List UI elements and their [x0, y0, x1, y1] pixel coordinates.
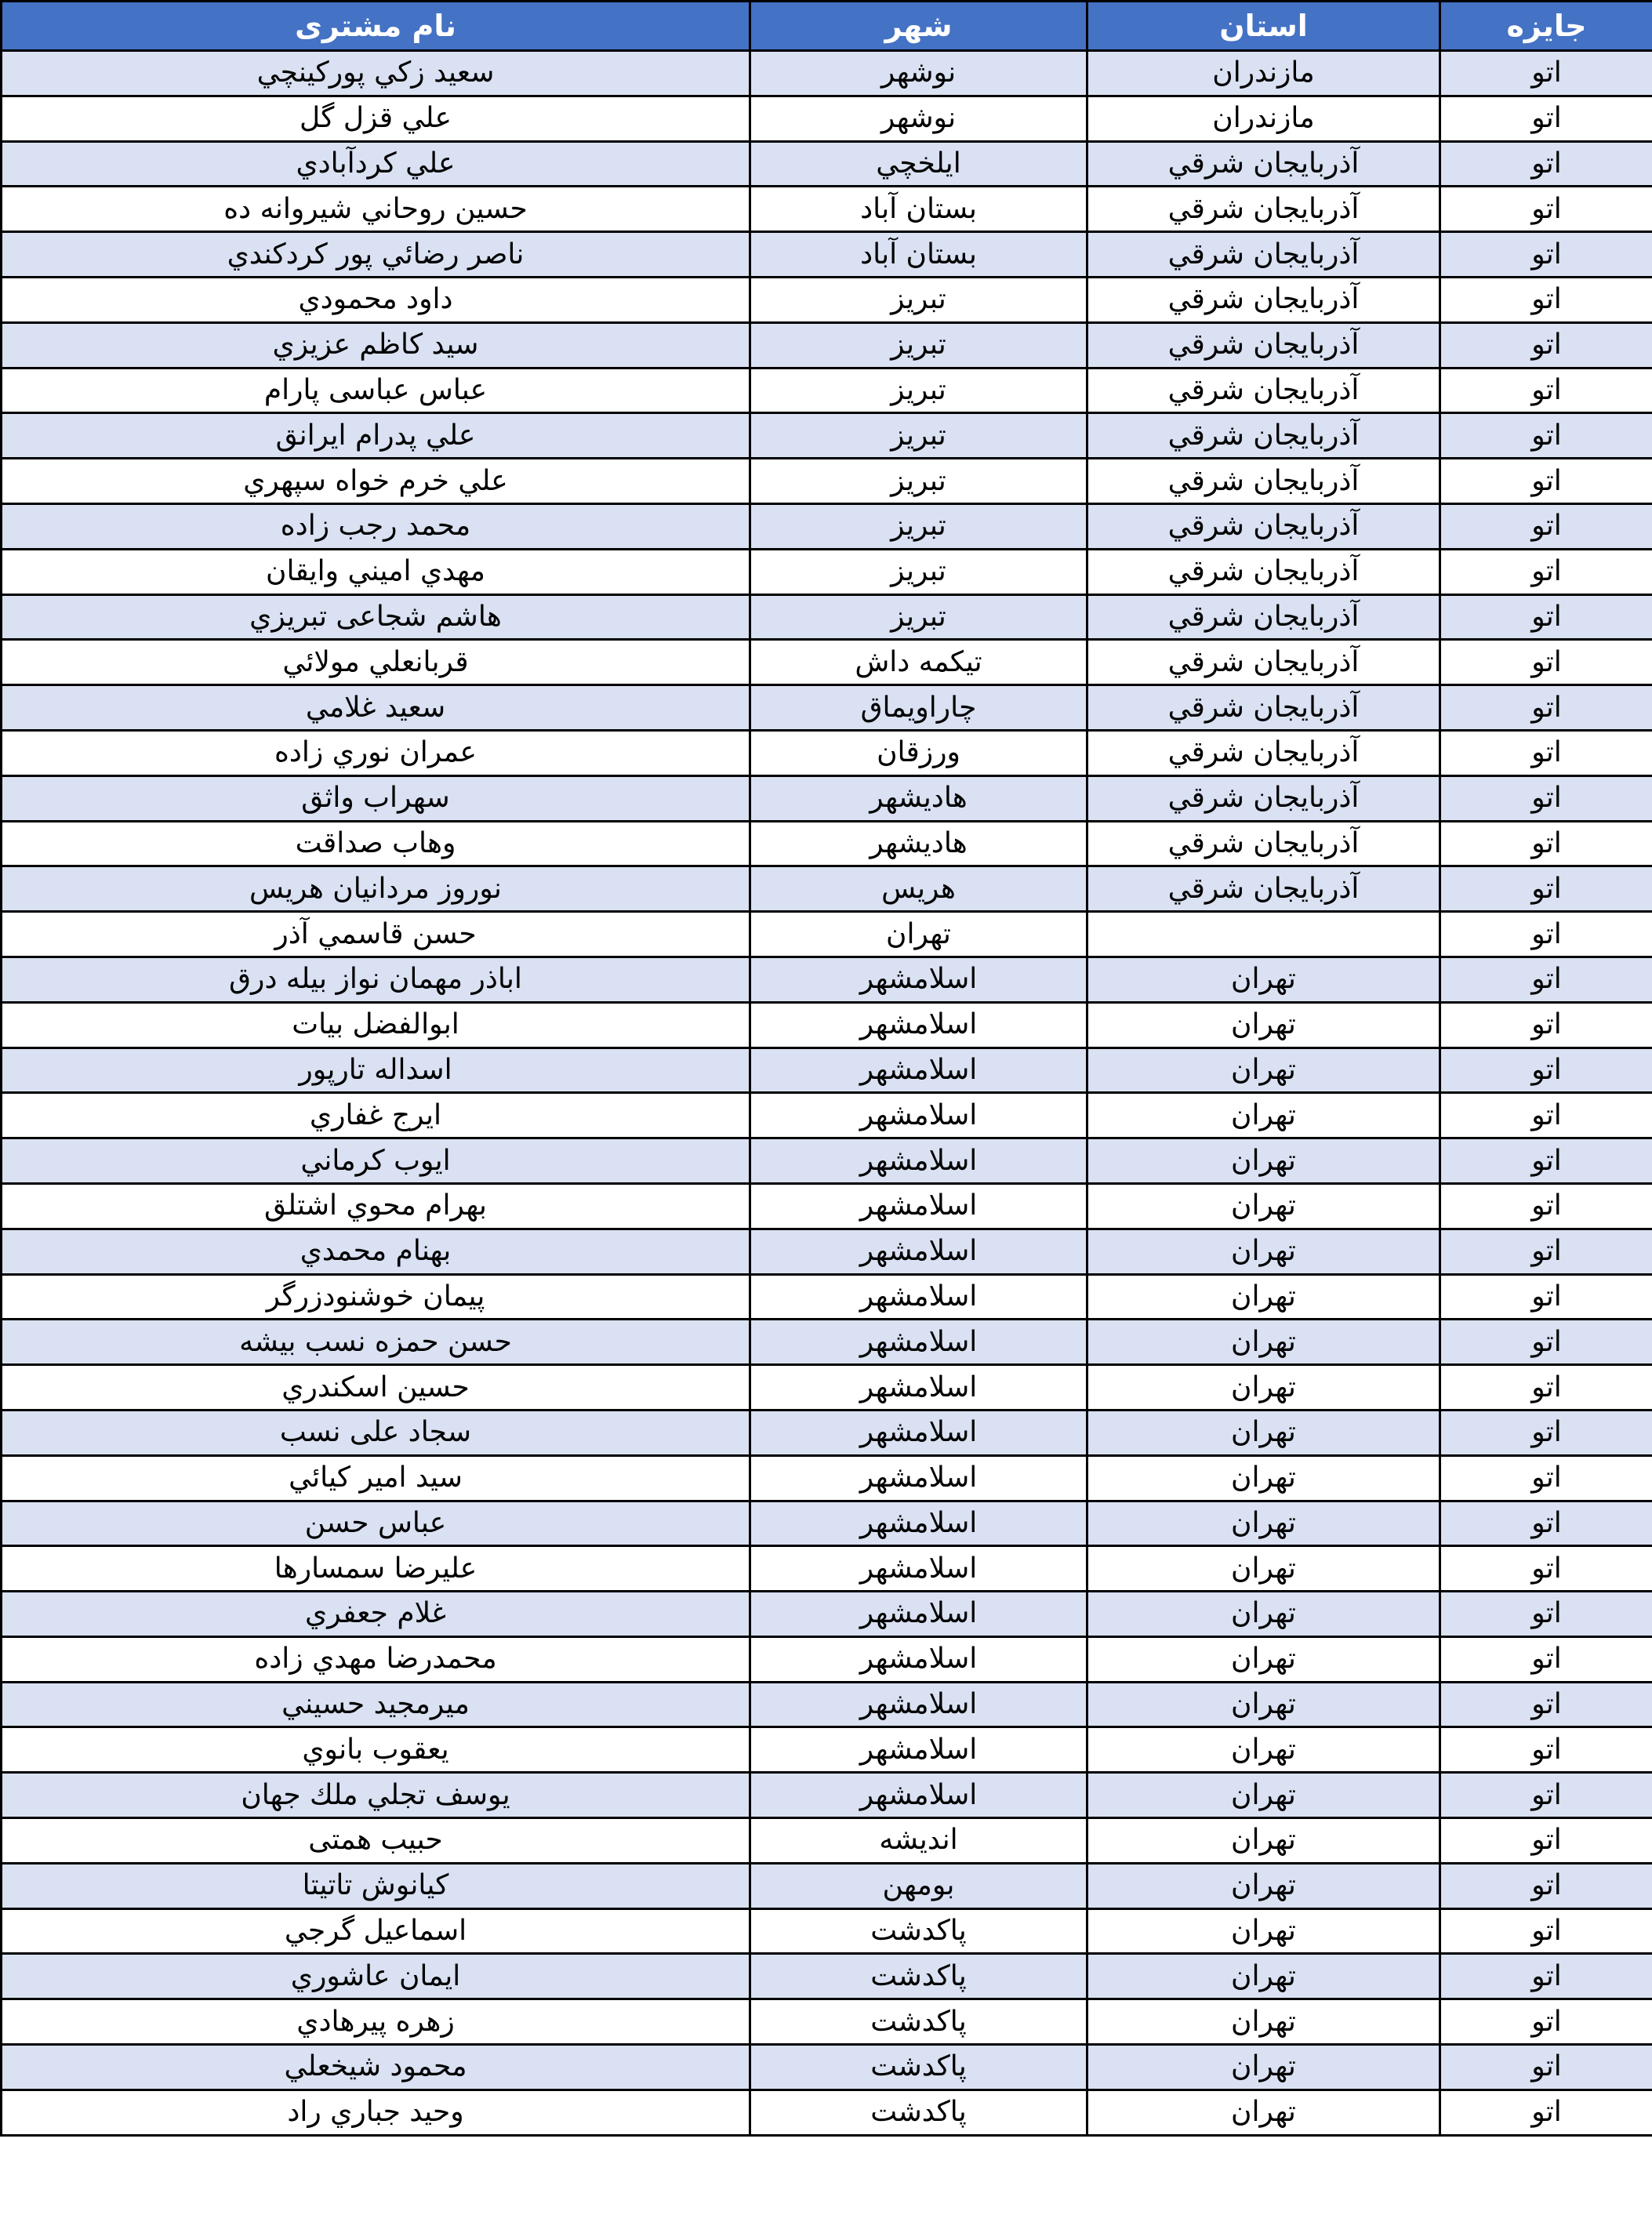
cell-customer-name[interactable]: حسين اسكندري: [2, 1365, 750, 1411]
cell-city[interactable]: اسلامشهر: [750, 1410, 1087, 1455]
cell-province[interactable]: آذربايجان شرقي: [1087, 141, 1440, 187]
cell-city[interactable]: تبريز: [750, 594, 1087, 640]
cell-prize[interactable]: اتو: [1440, 1274, 1652, 1320]
cell-customer-name[interactable]: علي پدرام ايرانق: [2, 413, 750, 459]
cell-prize[interactable]: اتو: [1440, 1138, 1652, 1184]
cell-province[interactable]: آذربايجان شرقي: [1087, 775, 1440, 821]
cell-city[interactable]: ايلخچي: [750, 141, 1087, 187]
cell-city[interactable]: پاكدشت: [750, 1999, 1087, 2045]
cell-province[interactable]: آذربايجان شرقي: [1087, 413, 1440, 459]
table-row: [2, 1999, 1652, 2045]
cell-prize[interactable]: اتو: [1440, 1455, 1652, 1501]
cell-city[interactable]: هاديشهر: [750, 821, 1087, 866]
cell-prize[interactable]: اتو: [1440, 1908, 1652, 1954]
cell-customer-name[interactable]: سيد كاظم عزيزي: [2, 322, 750, 368]
cell-customer-name[interactable]: يوسف تجلي ملك جهان: [2, 1773, 750, 1818]
cell-province[interactable]: تهران: [1087, 1546, 1440, 1592]
cell-province[interactable]: آذربايجان شرقي: [1087, 685, 1440, 731]
cell-city[interactable]: اسلامشهر: [750, 1093, 1087, 1138]
cell-customer-name[interactable]: عمران نوري زاده: [2, 730, 750, 775]
cell-prize[interactable]: اتو: [1440, 866, 1652, 912]
cell-customer-name[interactable]: عليرضا سمسارها: [2, 1546, 750, 1592]
cell-prize[interactable]: اتو: [1440, 1818, 1652, 1864]
cell-province[interactable]: تهران: [1087, 1592, 1440, 1637]
cell-customer-name[interactable]: محمد رجب زاده: [2, 503, 750, 549]
cell-city[interactable]: اسلامشهر: [750, 1320, 1087, 1365]
table-row: [2, 1455, 1652, 1501]
cell-city[interactable]: تيكمه داش: [750, 640, 1087, 685]
cell-province[interactable]: تهران: [1087, 1727, 1440, 1773]
cell-province[interactable]: آذربايجان شرقي: [1087, 866, 1440, 912]
table-row: [2, 1727, 1652, 1773]
table-row: [2, 187, 1652, 232]
cell-province[interactable]: تهران: [1087, 957, 1440, 1002]
cell-customer-name[interactable]: محمود شيخعلي: [2, 2045, 750, 2090]
cell-customer-name[interactable]: سيد امير كيائي: [2, 1455, 750, 1501]
cell-prize[interactable]: اتو: [1440, 1093, 1652, 1138]
table-row: [2, 503, 1652, 549]
cell-prize[interactable]: اتو: [1440, 821, 1652, 866]
cell-city[interactable]: پاكدشت: [750, 2090, 1087, 2135]
cell-customer-name[interactable]: وهاب صداقت: [2, 821, 750, 866]
cell-customer-name[interactable]: غلام جعفري: [2, 1592, 750, 1637]
cell-city[interactable]: اسلامشهر: [750, 1682, 1087, 1727]
cell-province[interactable]: تهران: [1087, 1636, 1440, 1682]
cell-customer-name[interactable]: زهره پيرهادي: [2, 1999, 750, 2045]
cell-province[interactable]: تهران: [1087, 1455, 1440, 1501]
cell-customer-name[interactable]: حسين روحاني شيروانه ده: [2, 187, 750, 232]
cell-prize[interactable]: اتو: [1440, 549, 1652, 594]
cell-prize[interactable]: اتو: [1440, 459, 1652, 504]
cell-customer-name[interactable]: سعيد زكي پوركينچي: [2, 51, 750, 96]
cell-city[interactable]: اسلامشهر: [750, 1365, 1087, 1411]
cell-prize[interactable]: اتو: [1440, 730, 1652, 775]
cell-customer-name[interactable]: اسماعيل گرجي: [2, 1908, 750, 1954]
cell-prize[interactable]: اتو: [1440, 96, 1652, 141]
cell-province[interactable]: آذربايجان شرقي: [1087, 821, 1440, 866]
cell-prize[interactable]: اتو: [1440, 141, 1652, 187]
cell-customer-name[interactable]: اسداله تارپور: [2, 1048, 750, 1093]
cell-city[interactable]: چاراويماق: [750, 685, 1087, 731]
cell-customer-name[interactable]: سعيد غلامي: [2, 685, 750, 731]
cell-province[interactable]: تهران: [1087, 1048, 1440, 1093]
cell-city[interactable]: اسلامشهر: [750, 1501, 1087, 1546]
table-row: [2, 2090, 1652, 2135]
cell-province[interactable]: آذربايجان شرقي: [1087, 187, 1440, 232]
cell-city[interactable]: اسلامشهر: [750, 1229, 1087, 1274]
cell-province[interactable]: تهران: [1087, 1682, 1440, 1727]
cell-customer-name[interactable]: هاشم شجاعی تبريزي: [2, 594, 750, 640]
cell-city[interactable]: تبريز: [750, 322, 1087, 368]
cell-prize[interactable]: اتو: [1440, 1546, 1652, 1592]
cell-customer-name[interactable]: ايرج غفاري: [2, 1093, 750, 1138]
table-row: [2, 1048, 1652, 1093]
cell-prize[interactable]: اتو: [1440, 1410, 1652, 1455]
cell-city[interactable]: تبريز: [750, 413, 1087, 459]
table-row: [2, 1320, 1652, 1365]
cell-prize[interactable]: اتو: [1440, 1727, 1652, 1773]
cell-province[interactable]: آذربايجان شرقي: [1087, 459, 1440, 504]
table-row: [2, 1682, 1652, 1727]
cell-prize[interactable]: اتو: [1440, 2045, 1652, 2090]
table-row: [2, 1636, 1652, 1682]
cell-prize[interactable]: اتو: [1440, 2090, 1652, 2135]
cell-city[interactable]: پاكدشت: [750, 2045, 1087, 2090]
cell-prize[interactable]: اتو: [1440, 503, 1652, 549]
table-row: [2, 912, 1652, 957]
cell-city[interactable]: نوشهر: [750, 51, 1087, 96]
cell-city[interactable]: پاكدشت: [750, 1908, 1087, 1954]
cell-customer-name[interactable]: نوروز مردانيان هريس: [2, 866, 750, 912]
cell-prize[interactable]: اتو: [1440, 187, 1652, 232]
table-row: [2, 730, 1652, 775]
table-row: [2, 1546, 1652, 1592]
cell-customer-name[interactable]: وحيد جباري راد: [2, 2090, 750, 2135]
cell-province[interactable]: مازندران: [1087, 51, 1440, 96]
table-row: [2, 594, 1652, 640]
table-row: [2, 1773, 1652, 1818]
cell-province[interactable]: آذربايجان شرقي: [1087, 730, 1440, 775]
table-row: [2, 1818, 1652, 1864]
cell-customer-name[interactable]: محمدرضا مهدي زاده: [2, 1636, 750, 1682]
table-row: [2, 1093, 1652, 1138]
cell-province[interactable]: آذربايجان شرقي: [1087, 594, 1440, 640]
cell-city[interactable]: تبريز: [750, 549, 1087, 594]
cell-prize[interactable]: اتو: [1440, 640, 1652, 685]
cell-province[interactable]: تهران: [1087, 1908, 1440, 1954]
cell-city[interactable]: انديشه: [750, 1818, 1087, 1864]
cell-prize[interactable]: اتو: [1440, 1002, 1652, 1048]
cell-province[interactable]: تهران: [1087, 1093, 1440, 1138]
cell-city[interactable]: اسلامشهر: [750, 1727, 1087, 1773]
cell-province[interactable]: تهران: [1087, 1863, 1440, 1908]
cell-customer-name[interactable]: ابوالفضل بيات: [2, 1002, 750, 1048]
table-row: [2, 1954, 1652, 1999]
cell-province[interactable]: آذربايجان شرقي: [1087, 640, 1440, 685]
cell-province[interactable]: تهران: [1087, 1773, 1440, 1818]
cell-city[interactable]: تبريز: [750, 368, 1087, 413]
cell-customer-name[interactable]: علي كردآبادي: [2, 141, 750, 187]
cell-city[interactable]: اسلامشهر: [750, 1455, 1087, 1501]
cell-prize[interactable]: اتو: [1440, 775, 1652, 821]
cell-customer-name[interactable]: علي خرم خواه سپهري: [2, 459, 750, 504]
table-row: [2, 1183, 1652, 1229]
cell-prize[interactable]: اتو: [1440, 1999, 1652, 2045]
cell-province[interactable]: تهران: [1087, 1954, 1440, 1999]
cell-customer-name[interactable]: مهدي اميني وايقان: [2, 549, 750, 594]
cell-city[interactable]: نوشهر: [750, 96, 1087, 141]
cell-city[interactable]: اسلامشهر: [750, 1546, 1087, 1592]
table-row: [2, 459, 1652, 504]
cell-province[interactable]: آذربايجان شرقي: [1087, 503, 1440, 549]
cell-city[interactable]: هاديشهر: [750, 775, 1087, 821]
cell-customer-name[interactable]: ايمان عاشوري: [2, 1954, 750, 1999]
cell-prize[interactable]: اتو: [1440, 1682, 1652, 1727]
cell-city[interactable]: اسلامشهر: [750, 1183, 1087, 1229]
cell-province[interactable]: تهران: [1087, 1229, 1440, 1274]
table-row: [2, 1908, 1652, 1954]
table-row: [2, 51, 1652, 96]
cell-prize[interactable]: اتو: [1440, 1636, 1652, 1682]
table-row: [2, 141, 1652, 187]
cell-customer-name[interactable]: اباذر مهمان نواز بيله درق: [2, 957, 750, 1002]
cell-province[interactable]: آذربايجان شرقي: [1087, 277, 1440, 322]
table-row: [2, 1274, 1652, 1320]
table-row: [2, 549, 1652, 594]
header-row: [2, 2, 1652, 51]
cell-prize[interactable]: اتو: [1440, 51, 1652, 96]
cell-city[interactable]: اسلامشهر: [750, 1274, 1087, 1320]
table-row: [2, 1410, 1652, 1455]
cell-prize[interactable]: اتو: [1440, 1592, 1652, 1637]
cell-city[interactable]: بستان آباد: [750, 232, 1087, 278]
cell-prize[interactable]: اتو: [1440, 594, 1652, 640]
cell-city[interactable]: هريس: [750, 866, 1087, 912]
cell-customer-name[interactable]: حسن قاسمي آذر: [2, 912, 750, 957]
table-row: [2, 413, 1652, 459]
cell-prize[interactable]: اتو: [1440, 1229, 1652, 1274]
cell-customer-name[interactable]: عباس عباسی پارام: [2, 368, 750, 413]
cell-customer-name[interactable]: يعقوب بانوي: [2, 1727, 750, 1773]
cell-city[interactable]: اسلامشهر: [750, 957, 1087, 1002]
table-row: [2, 1138, 1652, 1184]
cell-province[interactable]: تهران: [1087, 1320, 1440, 1365]
cell-prize[interactable]: اتو: [1440, 1773, 1652, 1818]
cell-prize[interactable]: اتو: [1440, 1365, 1652, 1411]
cell-city[interactable]: اسلامشهر: [750, 1002, 1087, 1048]
cell-province[interactable]: تهران: [1087, 1410, 1440, 1455]
cell-customer-name[interactable]: كيانوش تاتيتا: [2, 1863, 750, 1908]
cell-customer-name[interactable]: حبيب همتی: [2, 1818, 750, 1864]
table-row: [2, 1229, 1652, 1274]
cell-province[interactable]: آذربايجان شرقي: [1087, 368, 1440, 413]
cell-prize[interactable]: اتو: [1440, 1183, 1652, 1229]
cell-prize[interactable]: اتو: [1440, 1954, 1652, 1999]
table-row: [2, 1592, 1652, 1637]
cell-city[interactable]: اسلامشهر: [750, 1048, 1087, 1093]
cell-province[interactable]: تهران: [1087, 1183, 1440, 1229]
cell-province[interactable]: تهران: [1087, 2045, 1440, 2090]
table-row: [2, 957, 1652, 1002]
cell-prize[interactable]: اتو: [1440, 957, 1652, 1002]
cell-province[interactable]: تهران: [1087, 1002, 1440, 1048]
cell-customer-name[interactable]: بهنام محمدي: [2, 1229, 750, 1274]
table-row: [2, 685, 1652, 731]
cell-city[interactable]: بستان آباد: [750, 187, 1087, 232]
cell-customer-name[interactable]: ناصر رضائي پور كردكندي: [2, 232, 750, 278]
cell-city[interactable]: اسلامشهر: [750, 1138, 1087, 1184]
table-row: [2, 821, 1652, 866]
cell-prize[interactable]: اتو: [1440, 1501, 1652, 1546]
cell-province[interactable]: تهران: [1087, 1999, 1440, 2045]
cell-province[interactable]: تهران: [1087, 1138, 1440, 1184]
cell-prize[interactable]: اتو: [1440, 232, 1652, 278]
cell-city[interactable]: تبريز: [750, 503, 1087, 549]
table-body: [2, 51, 1652, 2136]
table-row: [2, 866, 1652, 912]
cell-prize[interactable]: اتو: [1440, 685, 1652, 731]
cell-prize[interactable]: اتو: [1440, 1048, 1652, 1093]
table-row: [2, 2045, 1652, 2090]
cell-customer-name[interactable]: سهراب واثق: [2, 775, 750, 821]
cell-city[interactable]: تبريز: [750, 277, 1087, 322]
cell-city[interactable]: اسلامشهر: [750, 1636, 1087, 1682]
cell-customer-name[interactable]: حسن حمزه نسب بيشه: [2, 1320, 750, 1365]
cell-customer-name[interactable]: ميرمجيد حسيني: [2, 1682, 750, 1727]
cell-city[interactable]: ورزقان: [750, 730, 1087, 775]
cell-prize[interactable]: اتو: [1440, 322, 1652, 368]
cell-city[interactable]: تبريز: [750, 459, 1087, 504]
cell-prize[interactable]: اتو: [1440, 368, 1652, 413]
cell-city[interactable]: پاكدشت: [750, 1954, 1087, 1999]
cell-province[interactable]: تهران: [1087, 1818, 1440, 1864]
cell-prize[interactable]: اتو: [1440, 1320, 1652, 1365]
cell-customer-name[interactable]: علي قزل گل: [2, 96, 750, 141]
cell-prize[interactable]: اتو: [1440, 1863, 1652, 1908]
cell-prize[interactable]: اتو: [1440, 912, 1652, 957]
table-row: [2, 1501, 1652, 1546]
cell-province[interactable]: آذربايجان شرقي: [1087, 549, 1440, 594]
cell-customer-name[interactable]: عباس حسن: [2, 1501, 750, 1546]
table-row: [2, 775, 1652, 821]
table-row: [2, 322, 1652, 368]
cell-customer-name[interactable]: سجاد علی نسب: [2, 1410, 750, 1455]
cell-province[interactable]: تهران: [1087, 2090, 1440, 2135]
cell-province[interactable]: آذربايجان شرقي: [1087, 322, 1440, 368]
table-row: [2, 1002, 1652, 1048]
table-row: [2, 368, 1652, 413]
header-customer-name[interactable]: نام مشتری: [2, 2, 750, 51]
cell-city[interactable]: اسلامشهر: [750, 1773, 1087, 1818]
cell-province[interactable]: تهران: [1087, 1501, 1440, 1546]
cell-customer-name[interactable]: ايوب كرماني: [2, 1138, 750, 1184]
table-row: [2, 1365, 1652, 1411]
cell-customer-name[interactable]: بهرام محوي اشتلق: [2, 1183, 750, 1229]
cell-province[interactable]: مازندران: [1087, 96, 1440, 141]
table-row: [2, 277, 1652, 322]
table-row: [2, 1863, 1652, 1908]
cell-city[interactable]: بومهن: [750, 1863, 1087, 1908]
cell-province[interactable]: تهران: [1087, 1274, 1440, 1320]
table-row: [2, 96, 1652, 141]
cell-city[interactable]: تهران: [750, 912, 1087, 957]
cell-province[interactable]: آذربايجان شرقي: [1087, 232, 1440, 278]
header-city[interactable]: شهر: [750, 2, 1087, 51]
cell-prize[interactable]: اتو: [1440, 277, 1652, 322]
cell-province[interactable]: تهران: [1087, 1365, 1440, 1411]
cell-customer-name[interactable]: داود محمودي: [2, 277, 750, 322]
cell-prize[interactable]: اتو: [1440, 413, 1652, 459]
cell-customer-name[interactable]: پيمان خوشنودزرگر: [2, 1274, 750, 1320]
table-row: [2, 232, 1652, 278]
cell-city[interactable]: اسلامشهر: [750, 1592, 1087, 1637]
cell-customer-name[interactable]: قربانعلي مولائي: [2, 640, 750, 685]
header-province[interactable]: استان: [1087, 2, 1440, 51]
table-row: [2, 640, 1652, 685]
header-prize[interactable]: جایزه: [1440, 2, 1652, 51]
cell-province[interactable]: [1087, 912, 1440, 957]
